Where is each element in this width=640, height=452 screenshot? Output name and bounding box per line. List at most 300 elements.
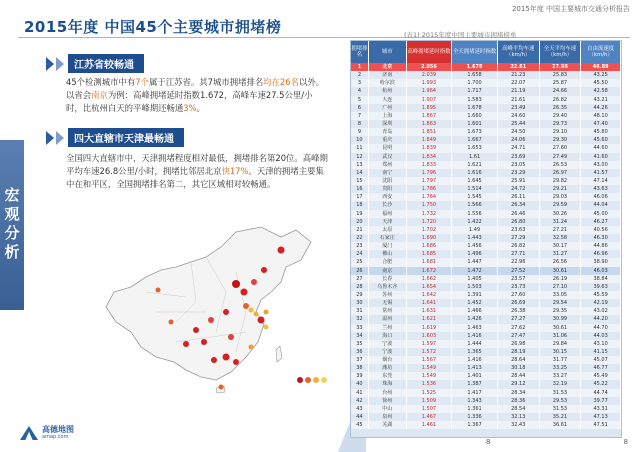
table-cell: 21.61 (498, 96, 540, 104)
table-cell: 41.57 (581, 169, 621, 177)
city-dot (211, 357, 217, 363)
table-cell: 19 (351, 210, 369, 218)
table-cell: 1.700 (452, 79, 498, 87)
table-cell: 45.49 (581, 372, 621, 380)
table-cell: 40 (351, 380, 369, 388)
table-cell: 44 (351, 413, 369, 421)
table-row (351, 315, 621, 323)
table-cell: 1.416 (452, 356, 498, 364)
amap-logo-icon (20, 426, 38, 440)
legend-dot (305, 377, 311, 383)
table-cell: 北京 (369, 63, 407, 71)
table-row (351, 120, 621, 128)
table-cell: 1.660 (452, 112, 498, 120)
table-row (351, 161, 621, 169)
table-cell: 14 (351, 169, 369, 177)
table-cell: 1.401 (452, 372, 498, 380)
table-cell: 1.417 (452, 389, 498, 397)
highlight-span: 均在26名 (263, 77, 300, 87)
table-cell: 1.426 (452, 315, 498, 323)
table-cell: 42.19 (581, 299, 621, 307)
table-cell: 1.566 (452, 201, 498, 209)
table-row (351, 153, 621, 161)
table-cell: 29.54 (540, 299, 582, 307)
table-cell: 福州 (369, 210, 407, 218)
side-tab-label: 宏观分析 (2, 187, 21, 263)
table-cell: 1.549 (407, 364, 453, 372)
table-row (351, 79, 621, 87)
table-cell: 1.461 (407, 421, 453, 429)
section1-paragraph (66, 76, 328, 115)
chevron-icon (56, 131, 64, 145)
table-cell: 34 (351, 332, 369, 340)
table-cell: 43.31 (581, 405, 621, 413)
table-cell: 29.21 (540, 185, 582, 193)
table-cell: 苏州 (369, 291, 407, 299)
text-span: 为例：高峰拥堵延时指数1.672，高峰车速27.5公里/小时，比杭州白天的平峰期还畅通 (66, 90, 313, 113)
table-cell: 32.13 (498, 413, 540, 421)
table-cell: 1.685 (407, 250, 453, 258)
table-cell: 24 (351, 250, 369, 258)
table-cell: 46.03 (581, 267, 621, 275)
china-map (86, 212, 336, 402)
city-dot (169, 320, 174, 325)
chevron-icon (46, 57, 54, 71)
table-cell: 30.17 (540, 242, 582, 250)
table-cell: 27.71 (498, 250, 540, 258)
table-cell: 沈阳 (369, 177, 407, 185)
table-cell: 43.25 (581, 71, 621, 79)
table-cell: 珠海 (369, 380, 407, 388)
header-city: 城市 (369, 41, 407, 63)
table-cell: 1.467 (407, 413, 453, 421)
table-cell: 33 (351, 324, 369, 332)
table-cell: 26.82 (498, 242, 540, 250)
table-cell: 29.53 (540, 397, 582, 405)
table-row (351, 177, 621, 185)
table-cell: 26.19 (540, 275, 582, 283)
table-cell: 22.61 (498, 63, 540, 71)
table-cell: 1.572 (407, 348, 453, 356)
table-cell: 11 (351, 144, 369, 152)
table-cell: 26.98 (498, 340, 540, 348)
table-cell: 29.03 (540, 193, 582, 201)
table-cell: 1.796 (407, 169, 453, 177)
table-cell: 26.35 (540, 104, 582, 112)
table-cell: 44.20 (581, 315, 621, 323)
table-cell: 1.619 (407, 324, 453, 332)
table-cell: 大连 (369, 96, 407, 104)
table-cell: 45.59 (581, 291, 621, 299)
table-cell: 24.72 (498, 185, 540, 193)
table-cell: 25.44 (498, 120, 540, 128)
table-cell: 1.456 (452, 242, 498, 250)
table-cell: 兰州 (369, 324, 407, 332)
logo-subtext: amap.com (42, 434, 69, 440)
table-cell: 1.964 (407, 87, 453, 95)
table-cell: 1.405 (452, 275, 498, 283)
table-cell: 37 (351, 356, 369, 364)
table-cell: 1.367 (452, 421, 498, 429)
city-dot (254, 312, 259, 317)
table-cell: 36 (351, 348, 369, 356)
table-cell: 1.673 (452, 128, 498, 136)
city-dot (233, 359, 239, 365)
table-cell: 23.57 (498, 275, 540, 283)
table-cell: 30.15 (540, 348, 582, 356)
table-cell: 26.80 (498, 218, 540, 226)
table-cell: 1.839 (407, 144, 453, 152)
table-cell: 21 (351, 226, 369, 234)
table-cell: 1.422 (452, 218, 498, 226)
table-cell: 1.797 (407, 177, 453, 185)
amap-logo (20, 426, 74, 440)
table-cell: 1.645 (452, 177, 498, 185)
table-cell: 24.66 (540, 87, 582, 95)
table-cell: 无锡 (369, 299, 407, 307)
table-cell: 30.61 (540, 324, 582, 332)
table-cell: 25.91 (498, 177, 540, 185)
table-cell: 1.509 (407, 397, 453, 405)
table-cell: 1.549 (407, 372, 453, 380)
table-cell: 1.444 (452, 340, 498, 348)
table-cell: 43.63 (581, 185, 621, 193)
table-row (351, 267, 621, 275)
table-cell: 1.833 (407, 161, 453, 169)
table-row (351, 201, 621, 209)
table-cell: 23.29 (498, 169, 540, 177)
table-cell: 1.658 (452, 71, 498, 79)
table-cell: 38 (351, 364, 369, 372)
table-cell: 南宁 (369, 169, 407, 177)
report-header: 2015年度 中国主要城市交通分析报告 (511, 5, 630, 13)
table-cell: 27.47 (498, 332, 540, 340)
table-cell: 1.720 (407, 218, 453, 226)
table-cell: 23 (351, 242, 369, 250)
table-cell: 27 (351, 275, 369, 283)
table-cell: 1.452 (452, 299, 498, 307)
table-cell: 1.472 (452, 267, 498, 275)
chevron-icon (56, 57, 64, 71)
table-row (351, 324, 621, 332)
table-cell: 广州 (369, 104, 407, 112)
table-cell: 26.46 (498, 210, 540, 218)
table-cell: 温州 (369, 315, 407, 323)
table-cell: 29.30 (540, 136, 582, 144)
table-cell: 32.43 (498, 421, 540, 429)
table-cell: 21.23 (498, 71, 540, 79)
table-cell: 12 (351, 153, 369, 161)
table-cell: 厦门 (369, 242, 407, 250)
table-row (351, 242, 621, 250)
table-cell: 29.84 (540, 340, 582, 348)
table-cell: 26.34 (498, 201, 540, 209)
city-dot (249, 308, 254, 313)
table-cell: 台州 (369, 389, 407, 397)
table-cell: 长沙 (369, 201, 407, 209)
table-cell: 1.496 (452, 250, 498, 258)
table-cell: 1.365 (452, 348, 498, 356)
table-cell: 29.82 (540, 177, 582, 185)
table-cell: 1.597 (407, 340, 453, 348)
table-cell: 1.61 (452, 153, 498, 161)
city-dot (264, 310, 269, 315)
side-tab (0, 140, 24, 310)
table-body (351, 63, 621, 429)
table-cell: 1.466 (452, 307, 498, 315)
table-cell: 36.61 (540, 421, 582, 429)
table-row (351, 307, 621, 315)
table-cell: 佛山 (369, 250, 407, 258)
chevron-icon (46, 131, 54, 145)
table-row (351, 389, 621, 397)
table-cell: 1.653 (452, 144, 498, 152)
table-cell: 32.58 (540, 234, 582, 242)
table-cell: 25 (351, 258, 369, 266)
table-row (351, 185, 621, 193)
table-row (351, 136, 621, 144)
city-dot (241, 289, 248, 296)
table-cell: 17 (351, 193, 369, 201)
table-cell: 昆明 (369, 144, 407, 152)
table-cell: 6 (351, 104, 369, 112)
logo-text: 高德地图 (42, 425, 74, 434)
table-cell: 合肥 (369, 258, 407, 266)
table-cell: 1.514 (452, 185, 498, 193)
table-cell: 9 (351, 128, 369, 136)
table-cell: 郑州 (369, 161, 407, 169)
table-cell: 东莞 (369, 372, 407, 380)
section1-heading-label: 江苏省较畅通 (68, 54, 144, 73)
table-cell: 41.60 (581, 153, 621, 161)
table-cell: 39.63 (581, 283, 621, 291)
table-cell: 27.10 (540, 283, 582, 291)
table-cell: 27.60 (498, 291, 540, 299)
header-peak-index: 高峰拥堵延时指数 (407, 41, 453, 63)
table-cell: 28.19 (498, 348, 540, 356)
table-row (351, 291, 621, 299)
city-dot (228, 334, 234, 340)
table-row (351, 405, 621, 413)
table-cell: 46.89 (581, 63, 621, 71)
table-row (351, 63, 621, 71)
table-cell: 30.99 (540, 315, 582, 323)
table-cell: 15 (351, 177, 369, 185)
highlight-span: 3% (183, 103, 197, 113)
table-cell: 41 (351, 389, 369, 397)
table-cell: 43.10 (581, 340, 621, 348)
table-cell: 33.05 (540, 291, 582, 299)
table-cell: 5 (351, 96, 369, 104)
section2-paragraph (66, 152, 328, 191)
table-cell: 26.97 (540, 169, 582, 177)
table-cell: 38.84 (581, 275, 621, 283)
table-cell: 24.71 (498, 144, 540, 152)
table-row (351, 218, 621, 226)
table-cell: 石家庄 (369, 234, 407, 242)
table-cell: 宁波 (369, 340, 407, 348)
table-cell: 24.06 (498, 136, 540, 144)
section2-heading-label: 四大直辖市天津最畅通 (68, 128, 184, 147)
table-row (351, 413, 621, 421)
city-dot (219, 385, 224, 390)
table-cell: 1.717 (452, 87, 498, 95)
table-cell: 1.556 (452, 210, 498, 218)
table-cell: 44.26 (581, 104, 621, 112)
section2-heading (46, 128, 184, 147)
table-cell: 中山 (369, 405, 407, 413)
table-cell: 1.443 (452, 234, 498, 242)
map-legend (297, 377, 327, 383)
table-cell: 28.64 (498, 356, 540, 364)
table-cell: 26.11 (498, 193, 540, 201)
table-cell: 27.62 (498, 324, 540, 332)
city-dot (251, 279, 257, 285)
text-span: 属于江苏省。其7城市拥堵排名 (149, 77, 264, 87)
table-cell: 23.05 (498, 161, 540, 169)
table-cell: 2 (351, 71, 369, 79)
table-row (351, 397, 621, 405)
table-cell: 38.90 (581, 258, 621, 266)
table-row (351, 112, 621, 120)
table-cell: 20 (351, 218, 369, 226)
table-cell: 46.77 (581, 364, 621, 372)
table-cell: 宁波 (369, 348, 407, 356)
table-cell: 31.53 (540, 405, 582, 413)
table-cell: 28 (351, 283, 369, 291)
table-cell: 1.583 (452, 96, 498, 104)
table-cell: 烟台 (369, 356, 407, 364)
header-free-speed: 自由流速度（km/h） (581, 41, 621, 63)
table-cell: 1.851 (407, 128, 453, 136)
table-cell: 42.58 (581, 87, 621, 95)
table-cell: 1.681 (407, 258, 453, 266)
highlight-span: 快17% (221, 166, 249, 176)
table-cell: 33.27 (540, 372, 582, 380)
table-cell: 27.60 (540, 144, 582, 152)
table-cell: 贵阳 (369, 185, 407, 193)
table-cell: 杭州 (369, 87, 407, 95)
table-cell: 芜湖 (369, 421, 407, 429)
table-row (351, 299, 621, 307)
city-dot (156, 288, 161, 293)
table-row (351, 71, 621, 79)
table-cell: 40.56 (581, 226, 621, 234)
table-cell: 2.039 (407, 71, 453, 79)
table-cell: 常州 (369, 307, 407, 315)
table-cell: 45.50 (581, 79, 621, 87)
table-cell: 27.52 (498, 267, 540, 275)
table-cell: 潍坊 (369, 364, 407, 372)
table-cell: 33.25 (540, 364, 582, 372)
table-cell: 29.73 (540, 120, 582, 128)
table-row (351, 258, 621, 266)
table-cell: 44.74 (581, 389, 621, 397)
text-span: 。 (196, 103, 205, 113)
china-map-svg (86, 212, 336, 402)
header-day-speed: 全天平均车速（km/h） (540, 41, 582, 63)
table-row (351, 87, 621, 95)
table-row (351, 210, 621, 218)
table-cell: 46.27 (581, 218, 621, 226)
table-cell: 26.56 (540, 258, 582, 266)
legend-dot (297, 377, 303, 383)
table-cell: 31 (351, 307, 369, 315)
city-dot (243, 303, 249, 309)
table-row (351, 421, 621, 429)
table-cell: 18 (351, 201, 369, 209)
table-cell: 1.672 (407, 267, 453, 275)
table-cell: 46.96 (581, 250, 621, 258)
table-cell: 8 (351, 120, 369, 128)
table-cell: 45.22 (581, 380, 621, 388)
table-row (351, 96, 621, 104)
city-dot (193, 327, 199, 333)
table-cell: 1.750 (407, 201, 453, 209)
table-cell: 27.21 (540, 226, 582, 234)
page-number-right: 8 (623, 438, 628, 446)
table-cell: 1.391 (452, 291, 498, 299)
table-cell: 26 (351, 267, 369, 275)
table-row (351, 144, 621, 152)
table-cell: 47.13 (581, 413, 621, 421)
table-cell: 1.621 (452, 161, 498, 169)
table-cell: 27.98 (540, 63, 582, 71)
table-row (351, 332, 621, 340)
table-cell: 23.49 (498, 104, 540, 112)
table-cell: 31.06 (540, 332, 582, 340)
table-cell: 43.02 (581, 307, 621, 315)
table-cell: 47.40 (581, 120, 621, 128)
table-cell: 徐州 (369, 397, 407, 405)
table-row (351, 348, 621, 356)
table-cell: 泉州 (369, 413, 407, 421)
table-cell: 24.50 (498, 128, 540, 136)
city-dot (258, 317, 265, 324)
table-cell: 1.849 (407, 136, 453, 144)
table-cell: 济南 (369, 71, 407, 79)
table-cell: 1.631 (407, 307, 453, 315)
city-dot (232, 280, 240, 288)
city-dot (201, 339, 207, 345)
table-cell: 1.463 (452, 324, 498, 332)
table-cell: 1.387 (452, 380, 498, 388)
table-cell: 44.60 (581, 144, 621, 152)
table-cell: 27.27 (498, 315, 540, 323)
table-cell: 1.834 (407, 153, 453, 161)
ranking-table (350, 40, 622, 438)
table-cell: 29.40 (540, 112, 582, 120)
table-cell: 长春 (369, 275, 407, 283)
table-row (351, 340, 621, 348)
table-cell: 1.786 (407, 185, 453, 193)
table-cell: 31.53 (540, 389, 582, 397)
table-cell: 重庆 (369, 136, 407, 144)
table-cell: 43.00 (581, 161, 621, 169)
table-header (351, 41, 621, 63)
table-cell: 7 (351, 112, 369, 120)
table-cell: 2.056 (407, 63, 453, 71)
table-cell: 1.536 (407, 380, 453, 388)
table-row (351, 275, 621, 283)
table-cell: 39.77 (581, 397, 621, 405)
table-cell: 28.44 (498, 372, 540, 380)
section1-heading (46, 54, 144, 73)
table-cell: 26.38 (498, 307, 540, 315)
table-cell: 1.503 (452, 283, 498, 291)
table-cell: 45.00 (581, 210, 621, 218)
table-cell: 1.343 (452, 397, 498, 405)
